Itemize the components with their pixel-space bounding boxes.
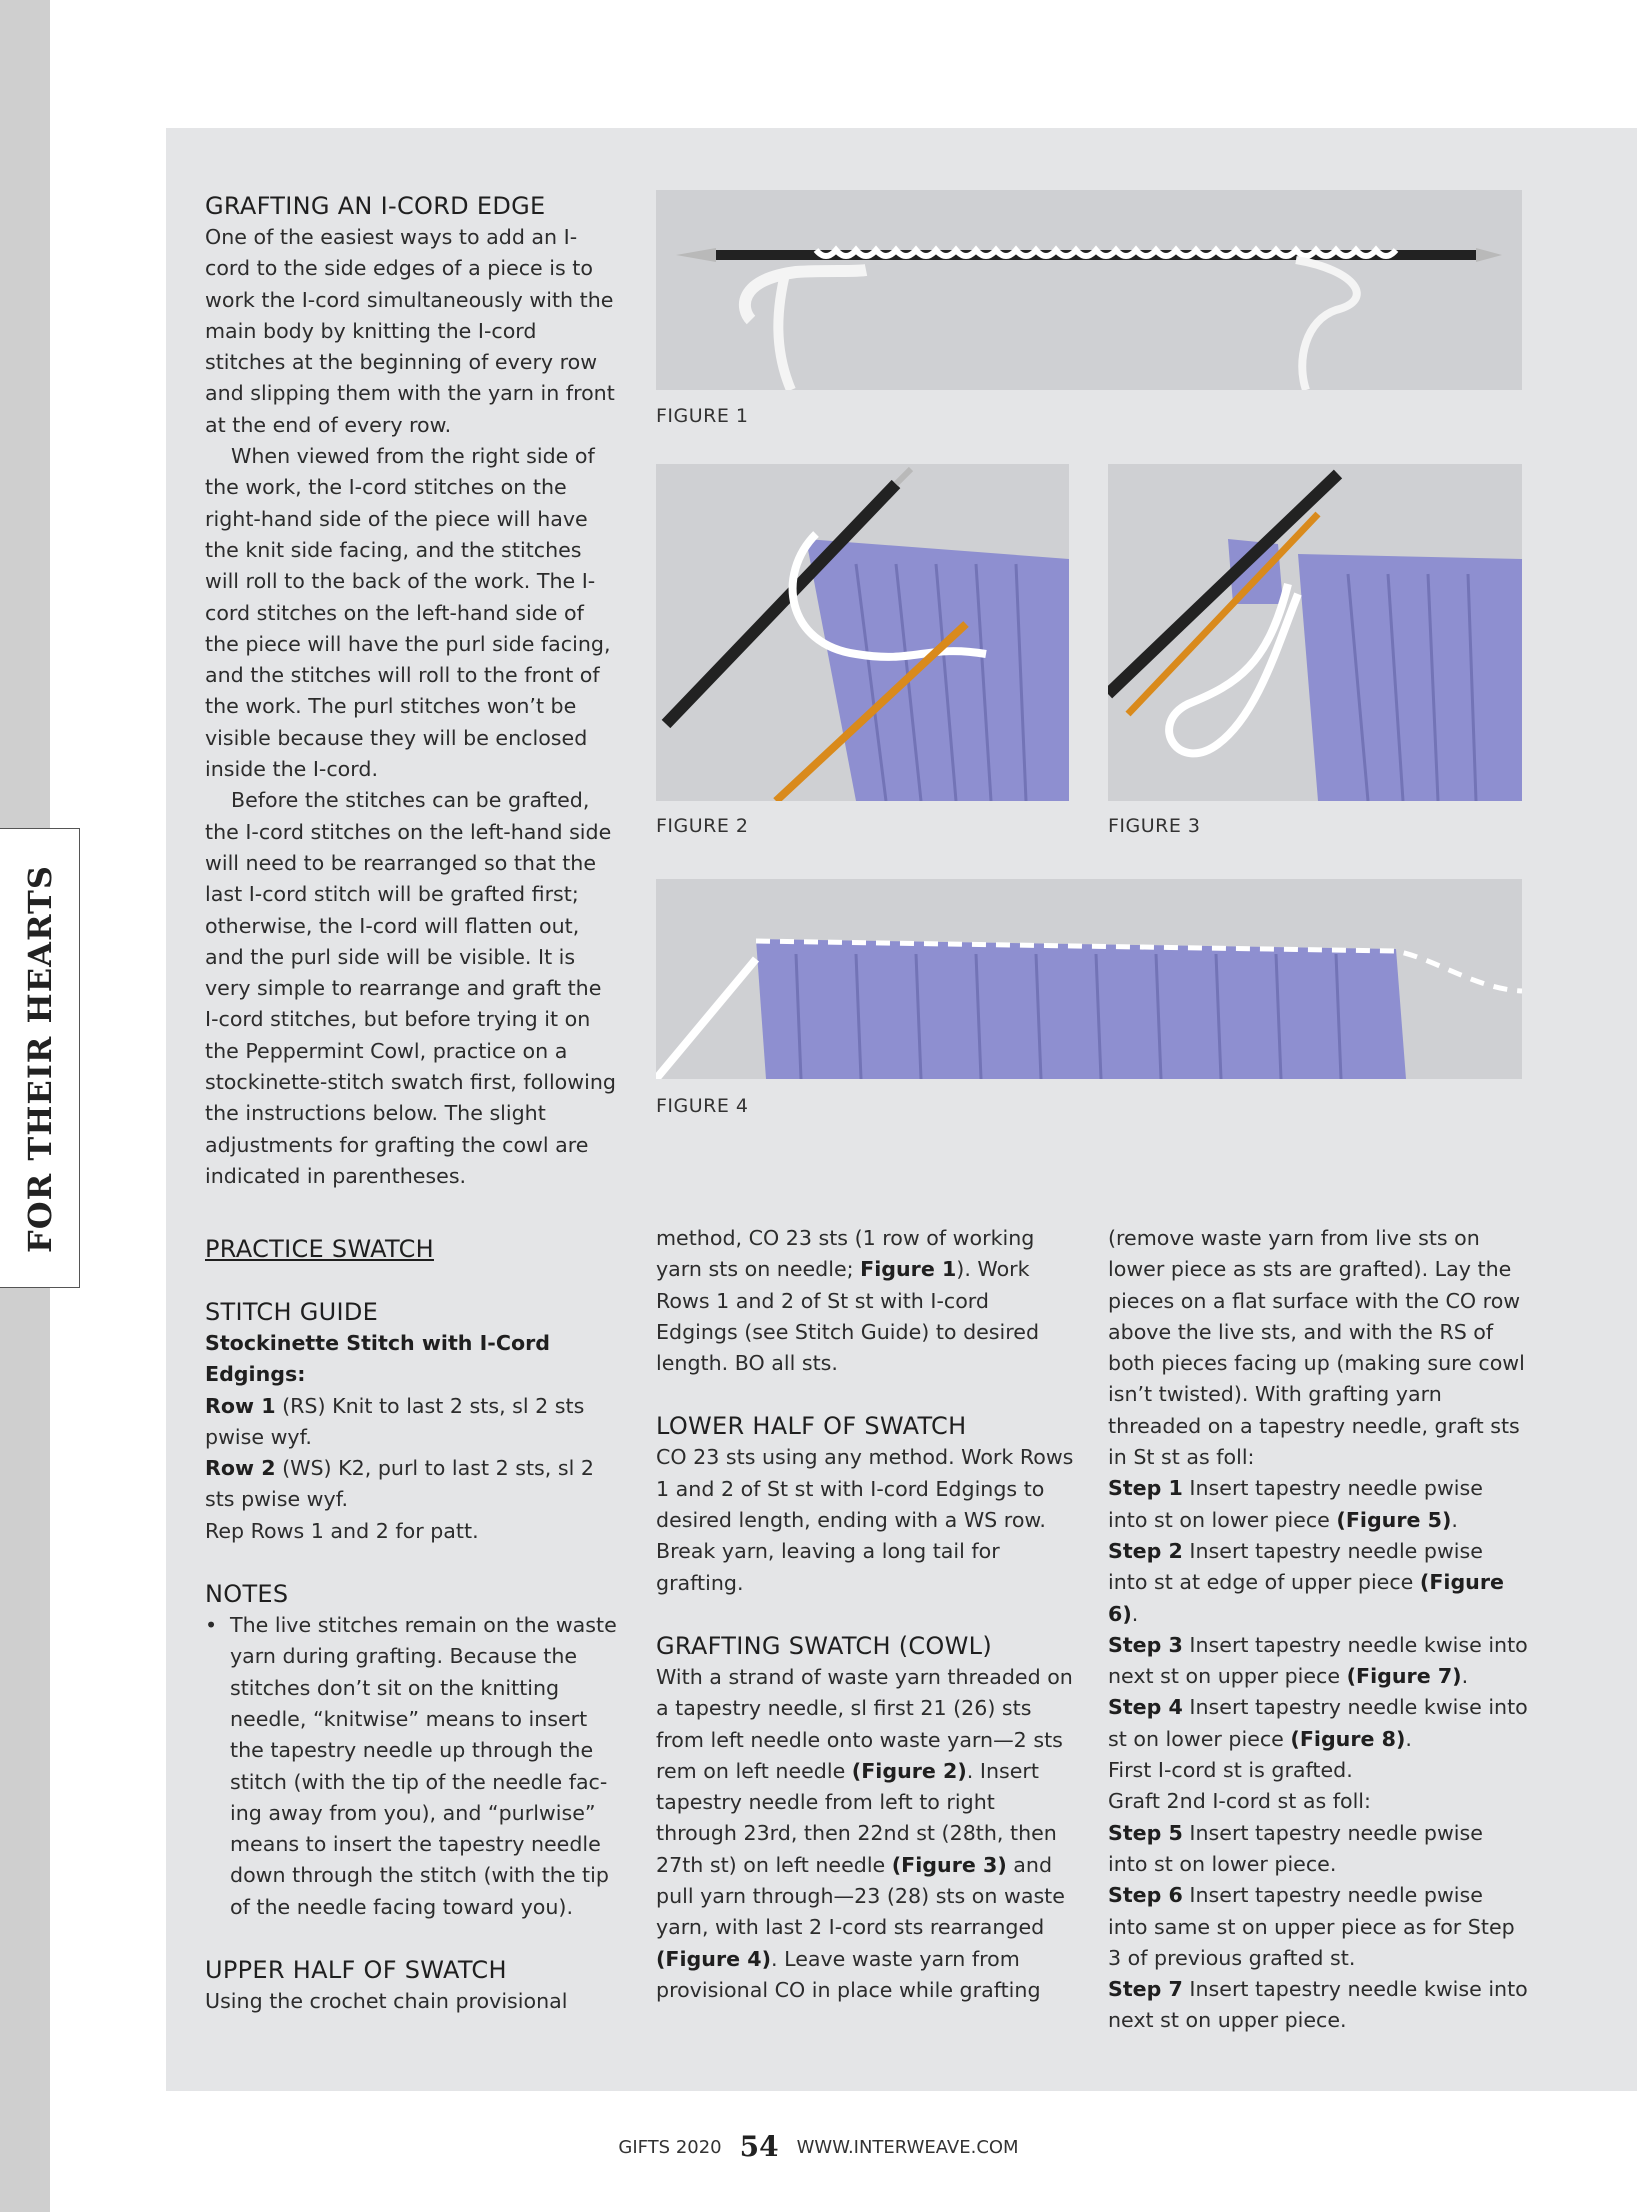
step-2-text: Insert tapestry needle pwise into st at edge of upper piece [1108,1538,1483,1595]
practice-swatch-heading: PRACTICE SWATCH [205,1235,434,1263]
figure-2-caption: FIGURE 2 [656,815,749,837]
figure-2-ref: (Figure 2) [851,1758,967,1783]
step-1: Step 1 Insert tapestry needle pwise into st on lower piece (Figure 5). [1108,1476,1483,1532]
section-heading-grafting: GRAFTING AN I-CORD EDGE [205,192,546,220]
grafting-swatch-heading: GRAFTING SWATCH (COWL) [656,1631,992,1660]
figure-7-ref: (Figure 7) [1346,1664,1462,1689]
notes-bullet-text: The live stitches remain on the waste yarn during grafting. Because the stitches don’t sit on the knitting needle, “knitwise” means to insert the tapestry needle up through the stitch (with the tip of the needle fac-ing away from you), and “purlwise” means to insert the tapestry needle down through the stitch (with the tip of the needle facing toward you). [230,1613,617,1919]
figure-1-caption: FIGURE 1 [656,405,749,427]
graft-text-c: and pull yarn through—23 (28) sts on waste yarn, with last 2 I-cord sts rearranged [656,1852,1065,1940]
intro-column [205,190,620,1192]
step-3-text: Insert tapestry needle kwise into next st on upper piece [1108,1632,1528,1689]
notes-heading: NOTES [205,1580,289,1609]
section-tab [0,828,80,1288]
step-4-label: Step 4 [1108,1695,1183,1720]
spacer [205,1265,625,1296]
intro-paragraph-3: Before the stitches can be grafted, the I-cord stitches on the left-hand side will need to be rearranged so that the last I-cord stitch will be grafted first; otherwise, the I-cord will flatten out, and the purl side will be visible. It is very simple to rearrange and graft the I-cord stitches, but before trying it on the Peppermint Cowl, practice on a stockinette-stitch swatch first, following the instructions below. The slight adjustments for grafting the cowl are indicated in parentheses. [205,788,616,1188]
step-1-text: Insert tapestry needle pwise into st on lower piece [1108,1476,1483,1532]
upper-half-heading: UPPER HALF OF SWATCH [205,1956,507,1985]
swatch-with-needles-illustration [656,464,1069,801]
figure-3-photo [1108,464,1522,801]
graft-second-cord: Graft 2nd I-cord st as foll: [1108,1789,1371,1814]
upper-half-text: Using the crochet chain provisional [205,1989,568,2014]
lower-half-text: CO 23 sts using any method. Work Rows 1 and 2 of St st with I-cord Edgings to desired length, ending with a WS row. Break yarn, leaving a long tail for grafting. [656,1445,1074,1595]
figure-2-photo [656,464,1069,801]
figure-5-ref: (Figure 5) [1336,1507,1452,1532]
step-6 [1108,1880,1528,1974]
figure-3-caption: FIGURE 3 [1108,815,1201,837]
row-1-instruction [205,1391,625,1454]
figure-8-ref: (Figure 8) [1290,1726,1406,1751]
stitch-guide-heading: STITCH GUIDE [205,1298,379,1326]
figure-4-photo [656,879,1522,1079]
figure-1-ref: Figure 1 [860,1257,957,1282]
step-5 [1108,1818,1528,1881]
graft-text-d: . Leave waste yarn from provisional CO in place while grafting [656,1946,1041,2002]
intro-paragraph-1: One of the easiest ways to add an I-cord to the side edges of a piece is to work the I-cord simultaneously with the main body by knitting the I-cord stitches at the beginning of every row and slipping them with the yarn in front at the end of every row. [205,225,615,437]
continued-text-a: method, CO 23 sts (1 row of working yarn sts on needle; [656,1226,1035,1282]
row-1-text: (RS) Knit to last 2 sts, sl 2 sts pwise wyf. [205,1393,585,1449]
figure-4-caption: FIGURE 4 [656,1095,749,1117]
step-1-label: Step 1 [1108,1476,1183,1501]
tapestry-needle-illustration [1108,464,1522,801]
page-footer [0,2130,1637,2163]
spacer [656,1379,1076,1410]
figure-3-ref: (Figure 3) [891,1852,1007,1877]
spacer [205,1547,625,1578]
step-3: Step 3 Insert tapestry needle kwise into next st on upper piece (Figure 7). [1108,1632,1528,1689]
steps-intro: (remove waste yarn from live sts on lower piece as sts are grafted). Lay the pieces on a flat surface with the CO row above the live sts, and with the RS of both pieces facing up (making sure cowl isn’t twisted). With grafting yarn threaded on a tapestry needle, graft sts in St st as foll: [1108,1226,1525,1470]
needle-with-cast-on-illustration [656,190,1522,390]
step-5-label: Step 5 [1108,1820,1183,1845]
row-2-label: Row 2 [205,1456,276,1481]
step-2: Step 2 Insert tapestry needle pwise into st at edge of upper piece (Figure 6). [1108,1538,1504,1626]
figure-6-ref: (Figure 6) [1108,1570,1504,1626]
section-tab-label: FOR THEIR HEARTS [21,865,59,1253]
grafting-swatch-text [656,1662,1076,2006]
spacer [656,1599,1076,1630]
step-7-label: Step 7 [1108,1977,1183,2002]
repeat-instruction: Rep Rows 1 and 2 for patt. [205,1518,479,1543]
graft-text-a: With a strand of waste yarn threaded on a tapestry needle, sl first 21 (26) sts from left needle onto waste yarn—2 sts rem on left needle [656,1664,1073,1783]
notes-bullet-item [205,1610,625,1923]
practice-column [205,1233,625,2017]
first-cord-grafted: First I-cord st is grafted. [1108,1758,1353,1783]
steps-column [1108,1223,1528,2037]
step-5-text: Insert tapestry needle pwise into st on lower piece. [1108,1820,1483,1876]
step-7 [1108,1974,1528,2037]
rearranged-stitches-illustration [656,879,1522,1079]
website-link[interactable]: WWW.INTERWEAVE.COM [796,2137,1019,2158]
lower-half-heading: LOWER HALF OF SWATCH [656,1412,967,1441]
step-3-label: Step 3 [1108,1632,1183,1657]
spacer [205,1923,625,1954]
figure-1-photo [656,190,1522,390]
graft-text-b: . Insert tapestry needle from left to right through 23rd, then 22nd st (28th, then 27th st) on left needle [656,1758,1057,1877]
step-6-label: Step 6 [1108,1883,1183,1908]
row-1-label: Row 1 [205,1393,276,1418]
issue-name: GIFTS 2020 [618,2137,722,2158]
bullet-icon: • [205,1613,218,1638]
step-4: Step 4 Insert tapestry needle kwise into st on lower piece (Figure 8). [1108,1695,1528,1751]
swatch-column [656,1223,1076,2006]
step-2-label: Step 2 [1108,1538,1183,1563]
step-4-text: Insert tapestry needle kwise into st on lower piece [1108,1695,1528,1751]
stitch-name: Stockinette Stitch with I-Cord Edgings: [205,1331,550,1387]
figure-4-ref: (Figure 4) [656,1946,771,1971]
row-2-instruction [205,1453,625,1516]
step-7-text: Insert tapestry needle kwise into next st on upper piece. [1108,1977,1528,2033]
step-6-text: Insert tapestry needle pwise into same st on upper piece as for Step 3 of previous grafted st. [1108,1883,1515,1970]
continued-text-b: ). Work Rows 1 and 2 of St st with I-cord Edgings (see Stitch Guide) to desired length. BO all sts. [656,1257,1040,1376]
row-2-text: (WS) K2, purl to last 2 sts, sl 2 sts pwise wyf. [205,1456,594,1512]
upper-half-continued [656,1223,1076,1379]
intro-paragraph-2: When viewed from the right side of the work, the I-cord stitches on the right-hand side of the piece will have the knit side facing, and the stitches will roll to the back of the work. The I-cord stitches on the left-hand side of the piece will have the purl side facing, and the stitches will roll to the front of the work. The purl stitches won’t be visible because they will be enclosed inside the I-cord. [205,444,611,782]
page-number: 54 [739,2130,779,2163]
